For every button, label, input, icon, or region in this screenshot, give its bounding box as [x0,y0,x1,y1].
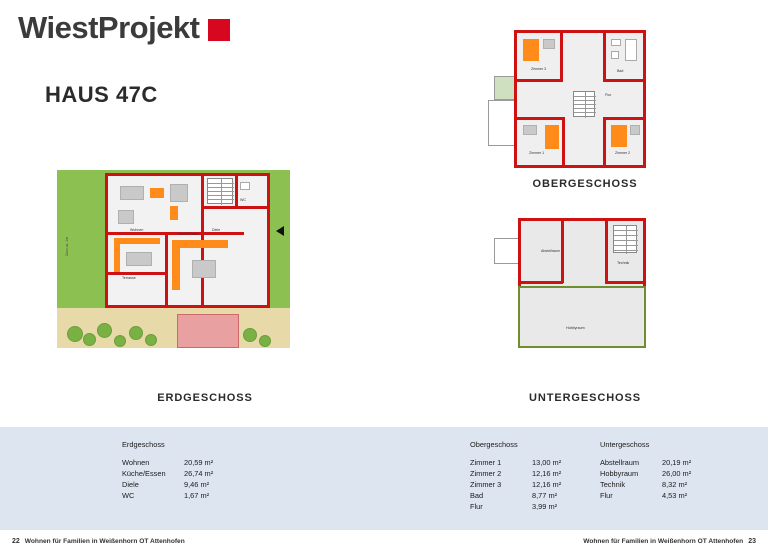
interior-wall [165,232,168,308]
house-outline-erdgeschoss [105,173,270,308]
area-name: Flur [600,491,613,500]
area-row [600,457,722,468]
room-label-kueche-essen: Küche/Essen [178,232,200,236]
fixture-bathtub [625,39,637,61]
area-row [470,479,592,490]
furniture-bed [611,125,627,147]
kitchen-counter [114,238,160,244]
area-name: Hobbyraum [600,469,639,478]
area-name: Zimmer 1 [470,458,502,467]
fixture-sink [611,39,621,46]
area-name: Abstellraum [600,458,640,467]
area-value: 26,00 m² [662,469,692,478]
area-row [122,479,244,490]
room-label-technik: Technik [617,261,630,265]
kitchen-counter [114,238,120,272]
area-value: 3,99 m² [532,502,558,511]
area-value: 8,32 m² [662,480,688,489]
area-name: Zimmer 3 [470,480,502,489]
area-name: Bad [470,491,484,500]
footer-right [583,538,756,545]
room-label-terrasse: Terrasse [122,276,136,280]
entry-path [177,314,239,348]
area-value: 4,53 m² [662,491,688,500]
room-label-flur: Flur [605,93,612,97]
room-label-zimmer3: Zimmer 3 [531,67,547,71]
floorplan-obergeschoss [488,28,660,170]
room-label-zimmer1: Zimmer 1 [529,151,545,155]
footer-left [12,538,185,545]
furniture-chair [170,206,178,220]
area-row [122,490,244,501]
area-value: 20,59 m² [184,458,214,467]
staircase [573,91,595,117]
kitchen-counter [172,240,180,290]
interior-wall [603,33,606,81]
bush-icon [97,323,112,338]
area-value: 1,67 m² [184,491,210,500]
bush-icon [83,333,96,346]
area-value: 12,16 m² [532,480,562,489]
house-outline-obergeschoss [514,30,646,168]
furniture-sofa [120,186,144,200]
interior-wall [204,232,244,235]
bush-icon [114,335,126,347]
page-title: HAUS 47C [45,82,158,107]
interior-wall [517,79,563,82]
area-row [600,468,722,479]
interior-wall [603,117,643,120]
area-value: 20,19 m² [662,458,692,467]
area-name: Zimmer 2 [470,469,502,478]
furniture-shelf [118,210,134,224]
interior-wall [561,221,564,283]
caption-obergeschoss: OBERGESCHOSS [532,178,638,190]
page-footer [0,530,768,560]
area-column-untergeschoss [600,440,722,501]
caption-erdgeschoss: ERDGESCHOSS [157,392,253,404]
staircase [207,178,233,204]
furniture-dining-table [126,252,152,266]
area-row [470,468,592,479]
area-row [470,490,592,501]
interior-wall [108,272,168,275]
interior-wall [605,281,643,284]
interior-wall [605,221,608,283]
room-label-wc: WC [240,198,246,202]
furniture-wardrobe [630,125,640,135]
interior-wall [517,117,565,120]
brand-square-icon [208,19,230,41]
furniture-table [150,188,164,198]
floorplan-untergeschoss [488,214,660,364]
room-label-wohnen: Wohnen [130,228,144,232]
room-label-bad: Bad [617,69,624,73]
footer-text-left: Wohnen für Familien in Weißenhorn OT Attenhofen [24,538,185,545]
furniture-sideboard [170,184,188,202]
brand-logo [18,12,230,43]
interior-wall [235,176,238,208]
footer-text-right: Wohnen für Familien in Weißenhorn OT Attenhofen [583,538,744,545]
fence-note: Zaun ca. 1m [65,237,69,256]
room-label-diele: Diele [212,228,221,232]
bush-icon [129,326,143,340]
interior-wall [521,281,563,284]
area-value: 13,00 m² [532,458,562,467]
fixture-toilet [240,182,250,190]
interior-wall [562,117,565,165]
area-name: Technik [600,480,626,489]
room-label-hobbyraum: Hobbyraum [566,326,585,330]
area-row [122,468,244,479]
area-row [470,457,592,468]
area-value: 8,77 m² [532,491,558,500]
area-name: WC [122,491,135,500]
area-column-heading: Obergeschoss [470,440,518,449]
bush-icon [259,335,271,347]
furniture-bed [545,125,559,149]
area-row [600,490,722,501]
light-well-annex [494,238,520,264]
area-row [470,501,592,512]
bush-icon [145,334,157,346]
area-row [600,479,722,490]
floorplan-erdgeschoss [57,170,290,348]
staircase [613,225,637,253]
area-name: Flur [470,502,483,511]
furniture-bed [523,39,539,61]
area-column-obergeschoss [470,440,592,512]
entrance-arrow-icon [276,226,284,236]
hobbyraum-outline [518,286,646,348]
bush-icon [67,326,83,342]
area-name: Küche/Essen [122,469,166,478]
area-column-erdgeschoss [122,440,244,501]
room-label-zimmer2: Zimmer 2 [615,151,631,155]
page-number-left: 22 [12,538,20,545]
furniture-wardrobe [523,125,537,135]
caption-untergeschoss: UNTERGESCHOSS [529,392,641,404]
fixture-toilet [611,51,619,59]
brand-name: WiestProjekt [18,10,200,45]
page-number-right: 23 [748,538,756,545]
area-column-heading: Untergeschoss [600,440,650,449]
area-column-heading: Erdgeschoss [122,440,165,449]
furniture-wardrobe [543,39,555,49]
bush-icon [243,328,257,342]
area-name: Wohnen [122,458,150,467]
room-label-abstellraum: Abstellraum [541,249,560,253]
area-value: 26,74 m² [184,469,214,478]
furniture-dining-table [192,260,216,278]
area-value: 12,16 m² [532,469,562,478]
area-row [122,457,244,468]
area-value: 9,46 m² [184,480,210,489]
interior-wall [560,33,563,81]
area-name: Diele [122,480,139,489]
interior-wall [603,79,643,82]
interior-wall [603,117,606,165]
kitchen-counter [172,240,228,248]
